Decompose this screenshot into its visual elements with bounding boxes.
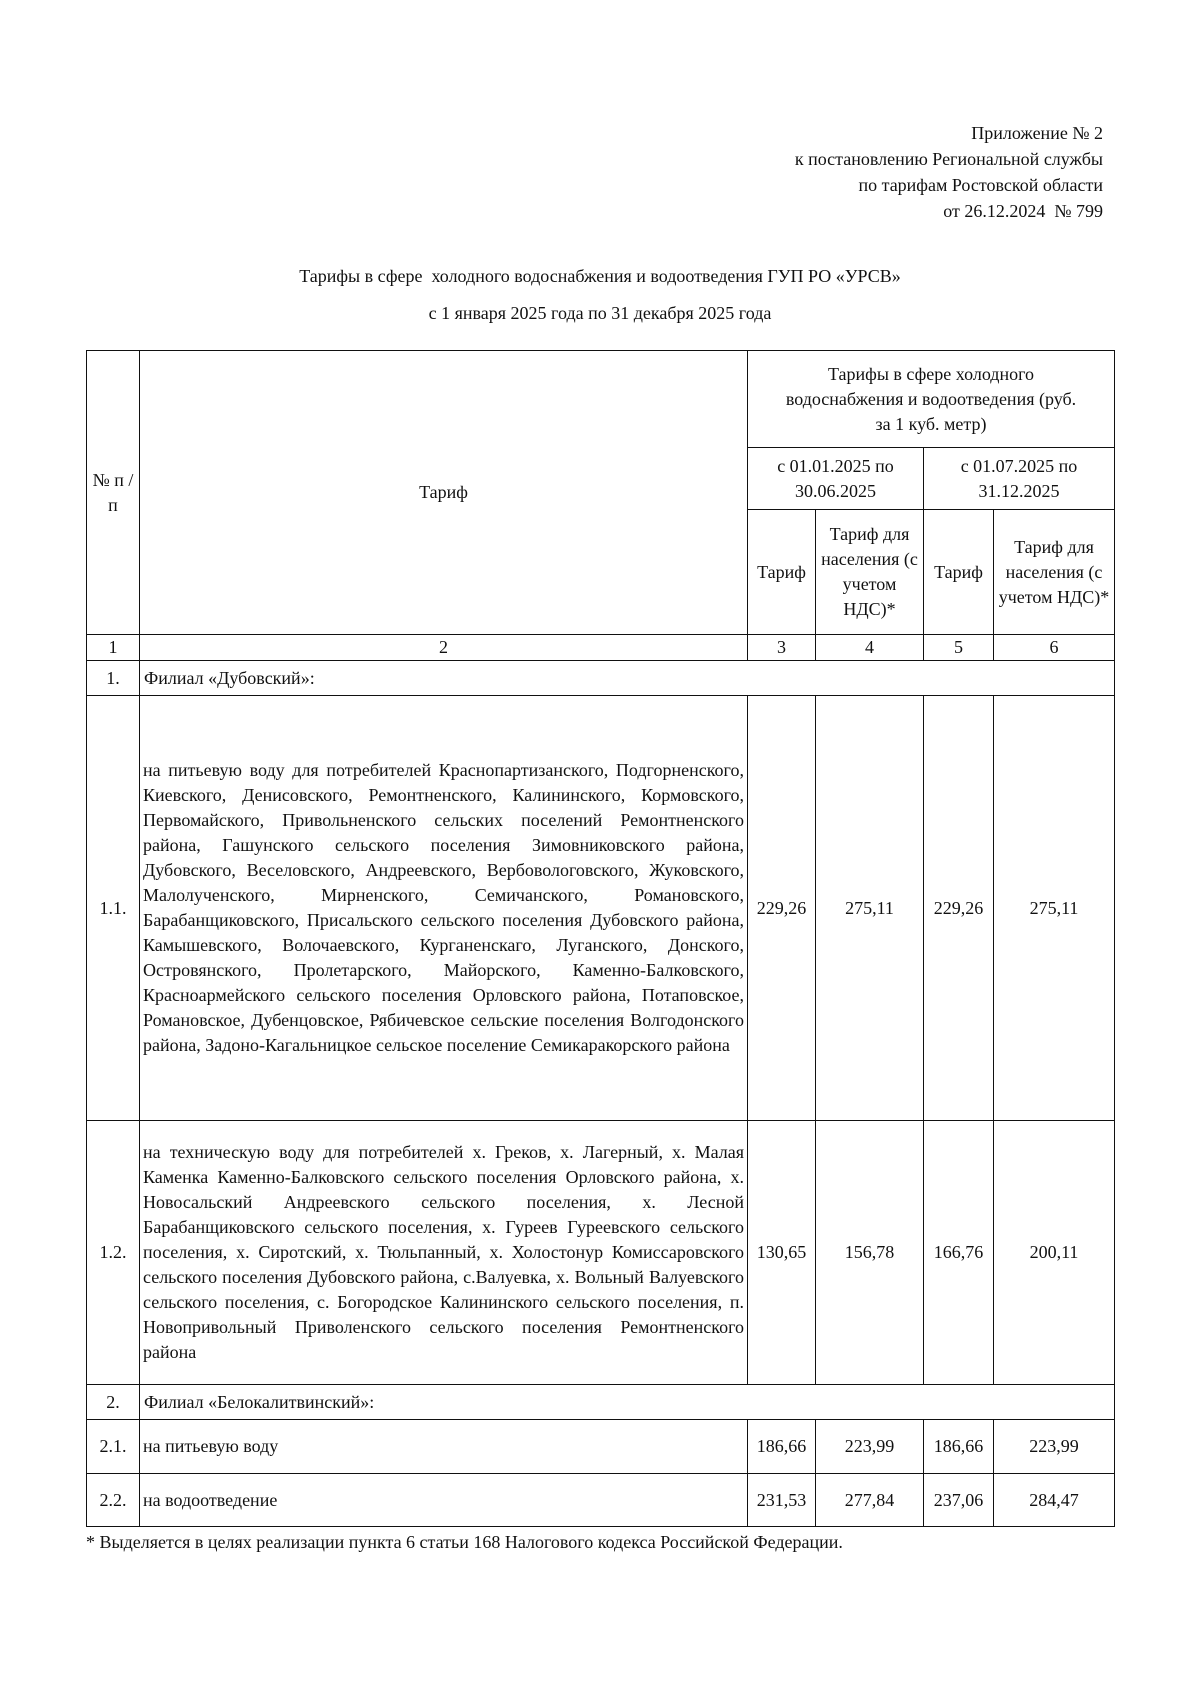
row-num: 2.2. [87,1474,140,1527]
row-num: 1.1. [87,696,140,1121]
row-value-population-1: 275,11 [816,696,924,1121]
footnote: * Выделяется в целях реализации пункта 6 статьи 168 Налогового кодекса Российской Федерации. [86,1532,843,1552]
row-value-population-1: 156,78 [816,1121,924,1385]
row-value-tariff-1: 229,26 [748,696,816,1121]
col-number-1: 1 [87,635,140,661]
table-row [87,696,1115,1121]
col-number-4: 4 [816,635,924,661]
header-col-population-2: Тариф для населения (с учетом НДС)* [994,510,1115,635]
col-number-3: 3 [748,635,816,661]
document-subtitle: с 1 января 2025 года по 31 декабря 2025 года [428,303,772,323]
row-description: на водоотведение [140,1474,748,1527]
header-col-population-1: Тариф для населения (с учетом НДС)* [816,510,924,635]
row-value-tariff-2: 186,66 [924,1420,994,1474]
header-group: Тарифы в сфере холодного водоснабжения и водоотведения (руб. за 1 куб. метр) [748,351,1115,448]
table-row [87,1420,1115,1474]
table-row [87,1474,1115,1527]
row-value-tariff-1: 186,66 [748,1420,816,1474]
row-num: 1.2. [87,1121,140,1385]
row-value-tariff-2: 229,26 [924,696,994,1121]
section-num: 2. [87,1385,140,1420]
col-number-6: 6 [994,635,1115,661]
tariff-table [86,350,1115,1527]
row-value-population-2: 223,99 [994,1420,1115,1474]
row-value-tariff-2: 166,76 [924,1121,994,1385]
table-row [87,1121,1115,1385]
header-period-2: с 01.07.2025 по 31.12.2025 [924,448,1115,510]
appendix-line-4: от 26.12.2024 № 799 [943,201,1103,221]
row-value-population-2: 275,11 [994,696,1115,1121]
row-value-population-1: 277,84 [816,1474,924,1527]
header-period-1: с 01.01.2025 по 30.06.2025 [748,448,924,510]
row-description: на техническую воду для потребителей х. Греков, х. Лагерный, х. Малая Каменка Каменно-Балковского сельского поселения Орловского района, х. Новосальский Андреевского сельского поселения, х. Лесной Барабанщиковского сельского поселения, х. Гуреев Гуреевского сельского поселения, х. Сиротский, х. Тюльпанный, х. Холостонур Комиссаровского сельского поселения Дубовского района, с.Валуевка, х. Вольный Валуевского сельского поселения, с. Богородское Калининского сельского поселения, п. Новопривольный Приволенского сельского поселения Ремонтненского района [140,1121,748,1385]
appendix-line-3: по тарифам Ростовской области [858,175,1103,195]
section-name: Филиал «Белокалитвинский»: [140,1385,1115,1420]
row-value-tariff-2: 237,06 [924,1474,994,1527]
header-col-tariff-2: Тариф [924,510,994,635]
header-num: № п /п [87,351,140,635]
row-value-tariff-1: 130,65 [748,1121,816,1385]
appendix-line-2: к постановлению Региональной службы [794,149,1103,169]
document-title: Тарифы в сфере холодного водоснабжения и водоотведения ГУП РО «УРСВ» [299,266,901,286]
section-num: 1. [87,661,140,696]
row-value-population-2: 284,47 [994,1474,1115,1527]
section-row [87,661,1115,696]
row-description: на питьевую воду для потребителей Краснопартизанского, Подгорненского, Киевского, Денисовского, Ремонтненского, Калининского, Кормовского, Первомайского, Привольненского сельских поселений Ремонтненского района, Гашунского сельского поселения Зимовниковского района, Дубовского, Веселовского, Андреевского, Вербовологовского, Жуковского, Малолученского, Мирненского, Семичанского, Романовского, Барабанщиковского, Присальского сельского поселения Дубовского района, Камышевского, Волочаевского, Курганенскаго, Луганского, Донского, Островянского, Пролетарского, Майорского, Каменно-Балковского, Красноармейского сельского поселения Орловского района, Потаповское, Романовское, Дубенцовское, Рябичевское сельские поселения Волгодонского района, Задоно-Кагальницкое сельское поселение Семикаракорского района [140,696,748,1121]
header-tariff: Тариф [140,351,748,635]
appendix-block [795,120,1103,224]
row-value-population-1: 223,99 [816,1420,924,1474]
section-name: Филиал «Дубовский»: [140,661,1115,696]
col-number-2: 2 [140,635,748,661]
row-value-population-2: 200,11 [994,1121,1115,1385]
header-col-tariff-1: Тариф [748,510,816,635]
row-description: на питьевую воду [140,1420,748,1474]
row-num: 2.1. [87,1420,140,1474]
row-value-tariff-1: 231,53 [748,1474,816,1527]
col-number-5: 5 [924,635,994,661]
section-row [87,1385,1115,1420]
appendix-line-1: Приложение № 2 [971,123,1103,143]
